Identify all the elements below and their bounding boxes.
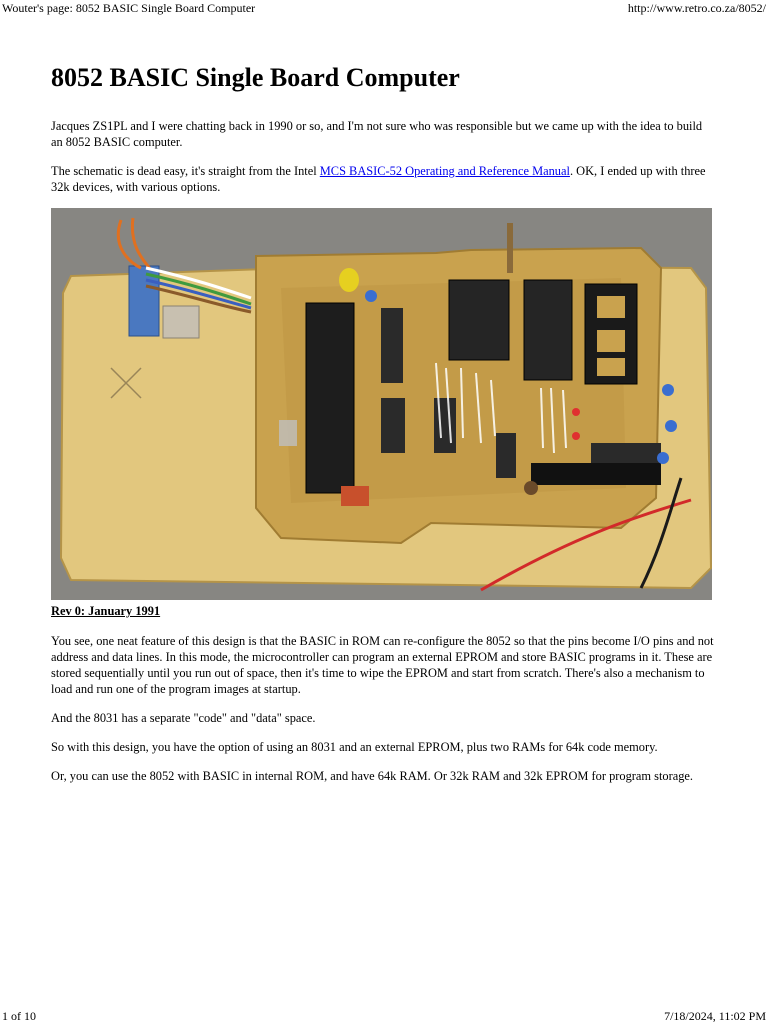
schematic-text-after: . OK, I ended up with three 32k devices, with various options.	[51, 164, 706, 194]
article	[51, 60, 716, 797]
print-header-title: Wouter's page: 8052 BASIC Single Board Computer	[2, 1, 256, 15]
option-8031-paragraph: So with this design, you have the option of using an 8031 and an external EPROM, plus two RAMs for 64k code memory.	[51, 740, 658, 754]
print-datetime: 7/18/2024, 11:02 PM	[664, 1009, 766, 1023]
schematic-text-before: The schematic is dead easy, it's straight from the Intel	[51, 164, 320, 178]
schematic-paragraph	[51, 163, 716, 195]
print-footer	[0, 1008, 768, 1024]
print-header-url: http://www.retro.co.za/8052/	[627, 1, 766, 15]
code-data-paragraph: And the 8031 has a separate "code" and "data" space.	[51, 711, 316, 725]
page-title: 8052 BASIC Single Board Computer	[51, 63, 460, 92]
print-header	[0, 0, 768, 16]
intro-paragraph: Jacques ZS1PL and I were chatting back in 1990 or so, and I'm not sure who was responsible but we came up with the idea to build an 8052 BASIC computer.	[51, 119, 703, 149]
feature-paragraph: You see, one neat feature of this design is that the BASIC in ROM can re-configure the 8052 so that the pins become I/O pins and not address and data lines. In this mode, the microcontroller can program an external EPROM and store BASIC programs in it. These are stored sequentially until you run out of space, then it's time to wipe the EPROM and start from scratch. There's also a mechanism to load and run one of the program images at startup.	[51, 634, 714, 696]
circuit-board-photo	[51, 208, 712, 600]
manual-link[interactable]: MCS BASIC-52 Operating and Reference Manual	[319, 164, 570, 178]
option-8052-paragraph: Or, you can use the 8052 with BASIC in internal ROM, and have 64k RAM. Or 32k RAM and 32k EPROM for program storage.	[51, 769, 694, 783]
page-number: 1 of 10	[2, 1009, 36, 1023]
rev-heading: Rev 0: January 1991	[51, 604, 161, 618]
